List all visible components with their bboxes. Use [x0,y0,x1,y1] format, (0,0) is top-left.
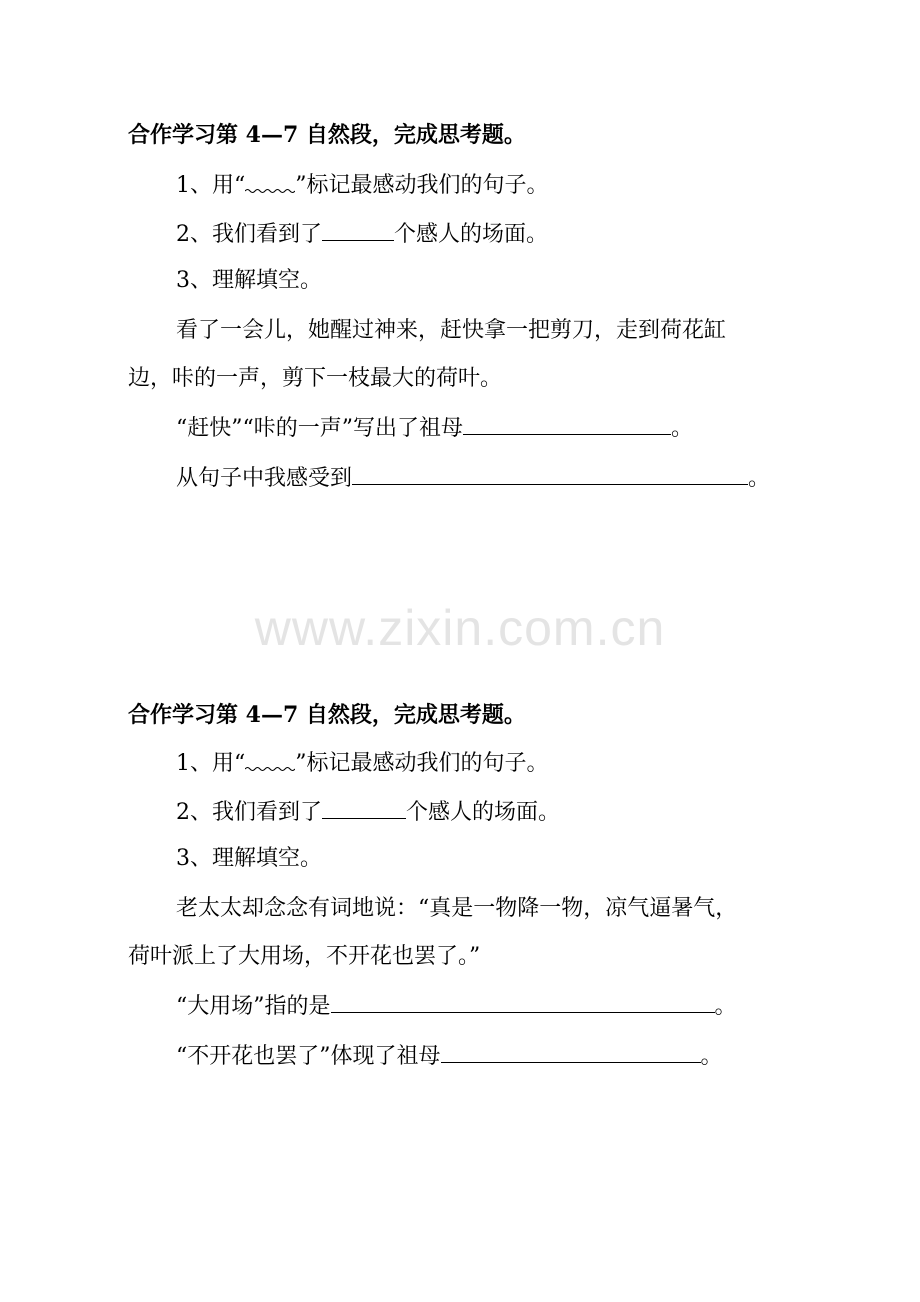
q2-answer-blank[interactable] [322,218,394,241]
section1-heading: 合作学习第 4—7 自然段，完成思考题。 [128,122,526,148]
section2-question-3: 3、理解填空。 [176,846,322,871]
section2-passage-line-2: 荷叶派上了大用场，不开花也罢了。” [128,944,481,969]
section2-fill-1 [176,990,737,1022]
section2-question-1 [176,748,549,779]
fill2-suffix: 。 [700,1044,723,1069]
section1-passage-line-2: 边，咔的一声，剪下一枝最大的荷叶。 [128,366,503,391]
q2-prefix: 2、我们看到了 [176,222,322,247]
fill1-prefix: “赶快”“咔的一声”写出了祖母 [176,416,463,441]
q2-answer-blank[interactable] [322,796,406,819]
section1-question-1 [176,170,549,201]
section2-fill-2 [176,1040,723,1072]
section2-passage-line-1: 老太太却念念有词地说：“真是一物降一物，凉气逼暑气， [176,896,738,921]
fill1-answer-blank[interactable] [463,412,671,435]
section1-fill-1 [176,412,693,444]
q2-prefix: 2、我们看到了 [176,800,322,825]
fill2-answer-blank[interactable] [441,1040,701,1063]
section2-question-2 [176,796,560,828]
q1-suffix: ”标记最感动我们的句子。 [295,173,549,198]
section1-question-3: 3、理解填空。 [176,268,322,293]
section1-question-2 [176,218,548,250]
watermark: www.zixin.com.cn [254,600,666,656]
fill1-suffix: 。 [671,416,694,441]
q1-prefix: 1、用“ [176,173,246,198]
wavy-line-mark-icon [245,170,295,192]
fill1-suffix: 。 [714,994,737,1019]
q1-prefix: 1、用“ [176,751,246,776]
q2-suffix: 个感人的场面。 [406,800,561,825]
wavy-line-mark-icon [245,748,295,770]
q1-suffix: ”标记最感动我们的句子。 [295,751,549,776]
fill2-answer-blank[interactable] [352,462,748,485]
section2-heading: 合作学习第 4—7 自然段，完成思考题。 [128,702,526,728]
fill2-prefix: “不开花也罢了”体现了祖母 [176,1044,441,1069]
section1-fill-2 [176,462,770,494]
fill1-answer-blank[interactable] [331,990,715,1013]
fill2-suffix: 。 [748,466,771,491]
section1-passage-line-1: 看了一会儿，她醒过神来，赶快拿一把剪刀，走到荷花缸 [176,318,727,343]
fill1-prefix: “大用场”指的是 [176,994,331,1019]
q2-suffix: 个感人的场面。 [394,222,549,247]
fill2-prefix: 从句子中我感受到 [176,466,353,491]
